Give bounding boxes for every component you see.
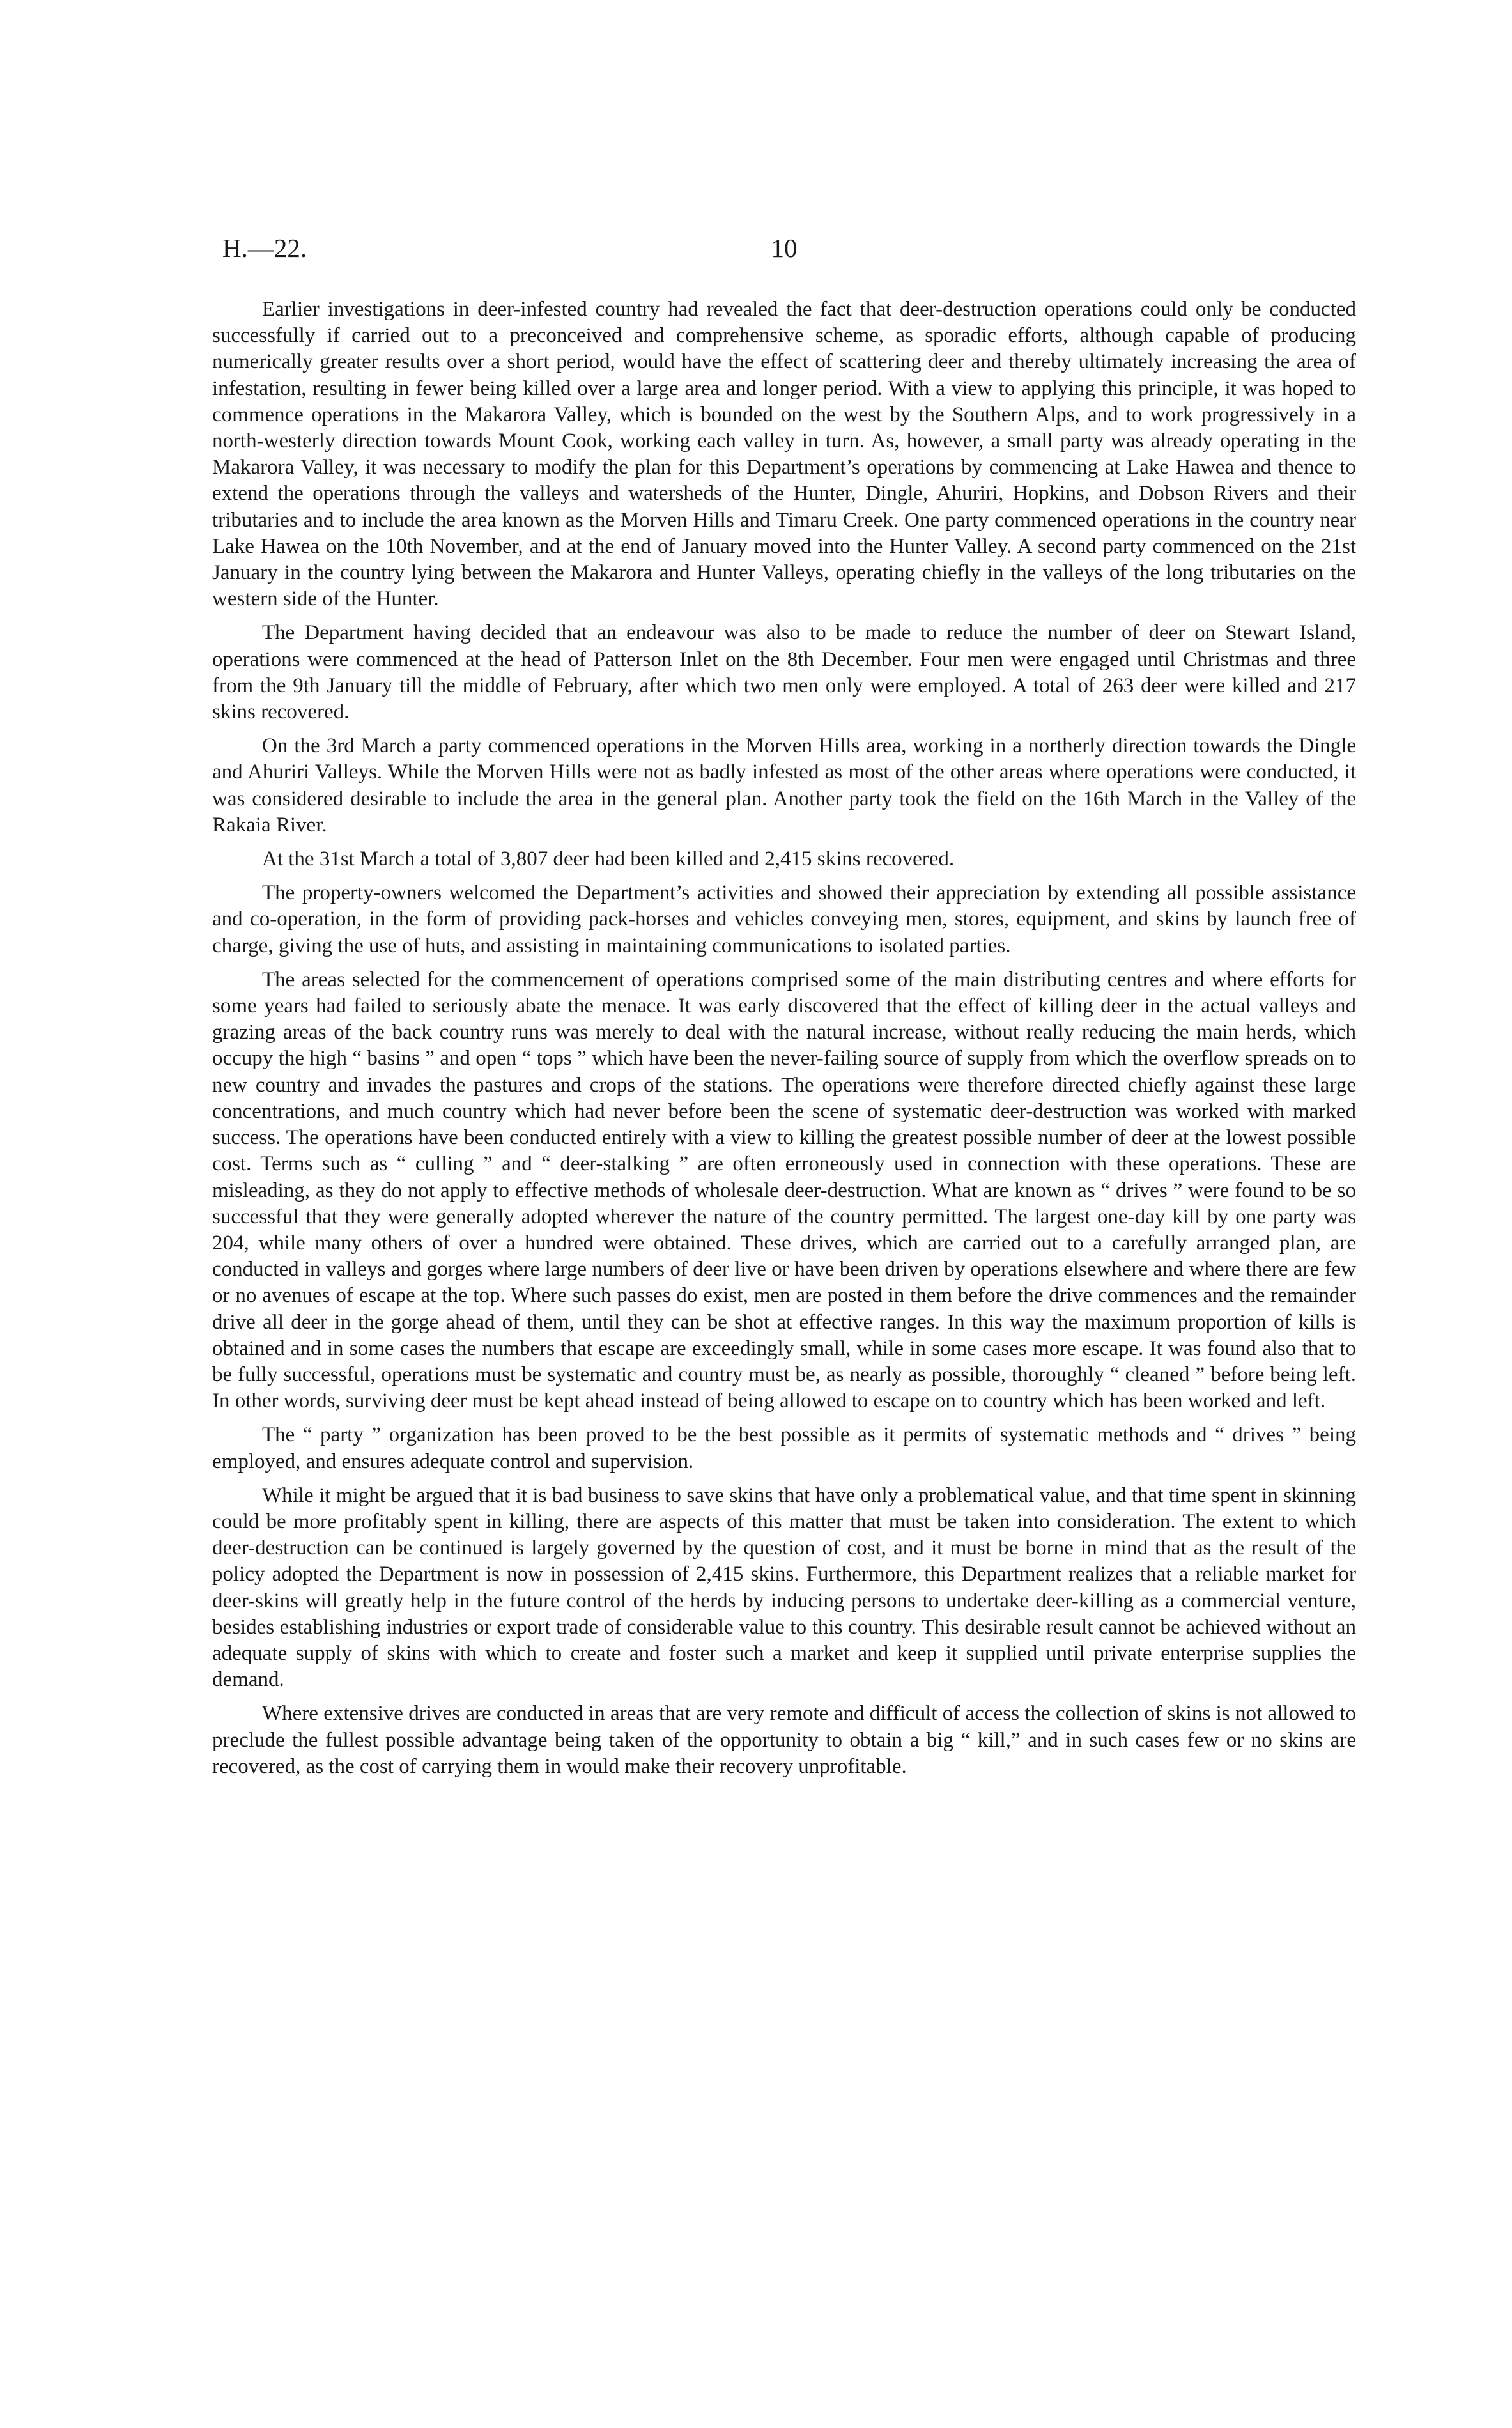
paragraph: The areas selected for the commencement of operations comprised some of the main distributing centres and where efforts for some years had failed to seriously abate the menace. It was early discovered that the effect of killing deer in the actual valleys and grazing areas of the back country runs was merely to deal with the natural increase, without really reducing the main herds, which occupy the high “ basins ” and open “ tops ” which have been the never-failing source of supply from which the overflow spreads on to new country and invades the pastures and crops of the stations. The operations were therefore directed chiefly against these large concentrations, and much country which had never before been the scene of systematic deer-destruction was worked with marked success. The operations have been conducted entirely with a view to killing the greatest possible number of deer at the lowest possible cost. Terms such as “ culling ” and “ deer-stalking ” are often erroneously used in connection with these operations. These are misleading, as they do not apply to effective methods of wholesale deer-destruction. What are known as “ drives ” were found to be so successful that they were generally adopted wherever the nature of the country permitted. The largest one-day kill by one party was 204, while many others of over a hundred were obtained. These drives, which are carried out to a carefully arranged plan, are conducted in valleys and gorges where large numbers of deer live or have been driven by operations elsewhere and where there are few or no avenues of escape at the top. Where such passes do exist, men are posted in them before the drive commences and the remainder drive all deer in the gorge ahead of them, until they can be shot at effective ranges. In this way the maximum proportion of kills is obtained and in some cases the numbers that escape are exceedingly small, while in some cases more escape. It was found also that to be fully successful, operations must be systematic and country must be, as nearly as possible, thoroughly “ cleaned ” before being left. In other words, surviving deer must be kept ahead instead of being allowed to escape on to country which has been worked and left. xyxy=(212,968,1356,1413)
paragraph: Earlier investigations in deer-infested country had revealed the fact that deer-destruction operations could only be conducted successfully if carried out to a preconceived and comprehensive scheme, as sporadic efforts, although capable of producing numerically greater results over a short period, would have the effect of scattering deer and thereby ultimately increasing the area of infestation, resulting in fewer being killed over a large area and longer period. With a view to applying this principle, it was hoped to commence operations in the Makarora Valley, which is bounded on the west by the Southern Alps, and to work progressively in a north-westerly direction towards Mount Cook, working each valley in turn. As, however, a small party was already operating in the Makarora Valley, it was necessary to modify the plan for this Department’s operations by commencing at Lake Hawea and thence to extend the operations through the valleys and watersheds of the Hunter, Dingle, Ahuriri, Hopkins, and Dobson Rivers and their tributaries and to include the area known as the Morven Hills and Timaru Creek. One party commenced operations in the country near Lake Hawea on the 10th November, and at the end of January moved into the Hunter Valley. A second party commenced on the 21st January in the country lying between the Makarora and Hunter Valleys, operating chiefly in the valleys of the long tributaries on the western side of the Hunter. xyxy=(212,298,1356,611)
paragraph: On the 3rd March a party commenced operations in the Morven Hills area, working in a northerly direction towards the Dingle and Ahuriri Valleys. While the Morven Hills were not as badly infested as most of the other areas where operations were conducted, it was considered desirable to include the area in the general plan. Another party took the field on the 16th March in the Valley of the Rakaia River. xyxy=(212,734,1356,837)
page-number: 10 xyxy=(771,233,798,263)
paragraph: While it might be argued that it is bad business to save skins that have only a problematical value, and that time spent in skinning could be more profitably spent in killing, there are aspects of this matter that must be taken into consideration. The extent to which deer-destruction can be continued is largely governed by the question of cost, and it must be borne in mind that as the result of the policy adopted the Department is now in possession of 2,415 skins. Furthermore, this Department realizes that a reliable market for deer-skins will greatly help in the future control of the herds by inducing persons to undertake deer-killing as a commercial venture, besides establishing industries or export trade of considerable value to this country. This desirable result cannot be achieved without an adequate supply of skins with which to create and foster such a market and keep it supplied until private enterprise supplies the demand. xyxy=(212,1483,1356,1692)
paragraph: Where extensive drives are conducted in areas that are very remote and difficult of access the collection of skins is not allowed to preclude the fullest possible advantage being taken of the opportunity to obtain a big “ kill,” and in such cases few or no skins are recovered, as the cost of carrying them in would make their recovery unprofitable. xyxy=(212,1702,1356,1778)
paragraph: At the 31st March a total of 3,807 deer had been killed and 2,415 skins recovered. xyxy=(262,847,955,871)
document-page xyxy=(212,228,1356,1788)
paragraph: The “ party ” organization has been proved to be the best possible as it permits of systematic methods and “ drives ” being employed, and ensures adequate control and supervision. xyxy=(212,1423,1356,1473)
document-body xyxy=(212,297,1356,1780)
paragraph: The Department having decided that an endeavour was also to be made to reduce the number of deer on Stewart Island, operations were commenced at the head of Patterson Inlet on the 8th December. Four men were engaged until Christmas and three from the 9th January till the middle of February, after which two men only were employed. A total of 263 deer were killed and 217 skins recovered. xyxy=(212,621,1356,724)
paragraph: The property-owners welcomed the Department’s activities and showed their appreciation by extending all possible assistance and co-operation, in the form of providing pack-horses and vehicles conveying men, stores, equipment, and skins by launch free of charge, giving the use of huts, and assisting in maintaining communications to isolated parties. xyxy=(212,881,1356,957)
page-header xyxy=(212,228,1356,268)
report-reference: H.—22. xyxy=(222,233,307,263)
